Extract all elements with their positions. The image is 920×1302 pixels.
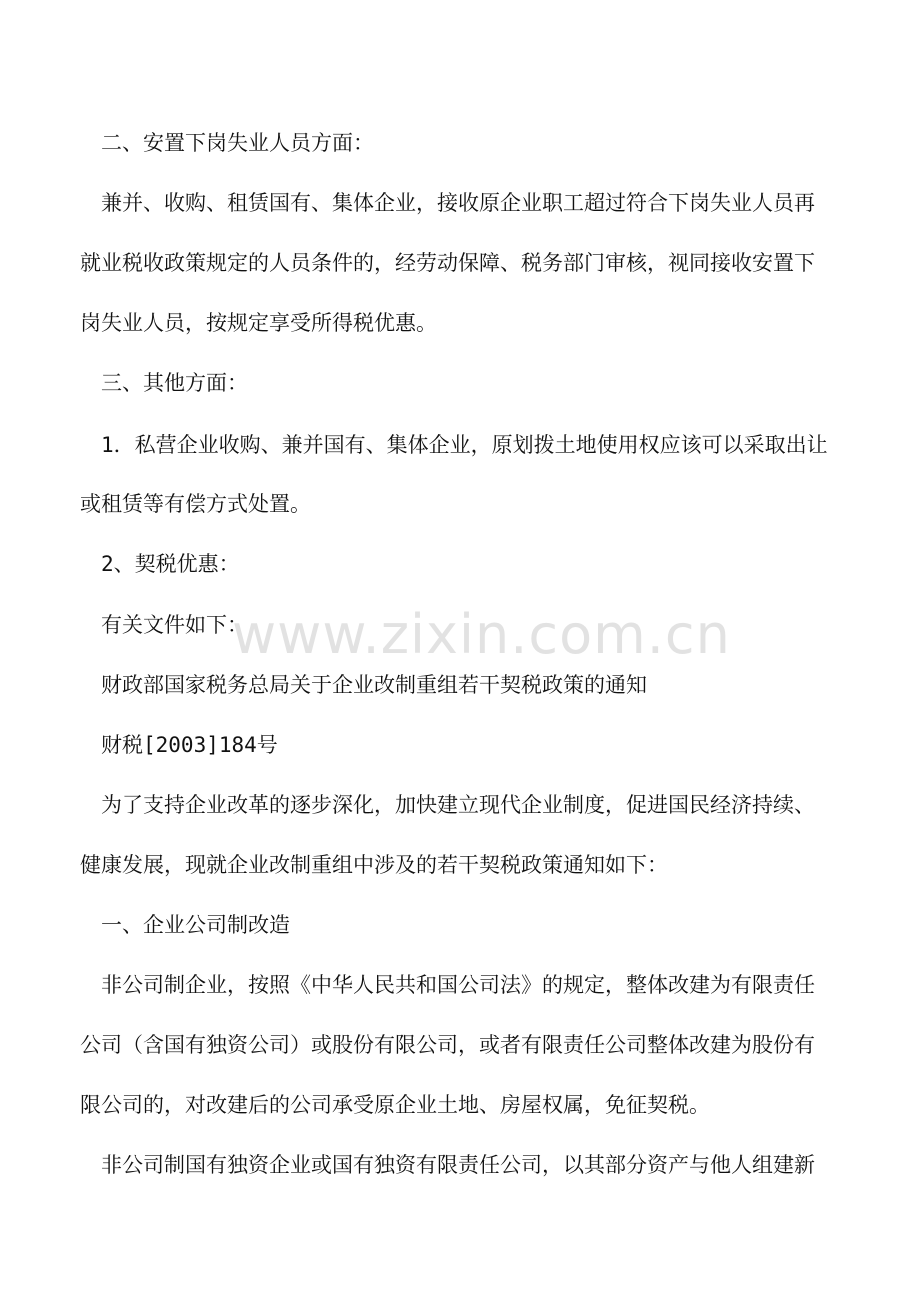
- paragraph-line: 或租赁等有偿方式处置。: [80, 492, 311, 516]
- paragraph-line: 有关文件如下：: [101, 613, 248, 637]
- paragraph-line: 非公司制国有独资企业或国有独资有限责任公司，以其部分资产与他人组建新: [101, 1153, 815, 1177]
- document-number: 财税[2003]184号: [101, 733, 278, 757]
- paragraph-line: 限公司的，对改建后的公司承受原企业土地、房屋权属，免征契税。: [80, 1093, 710, 1117]
- section-heading-1: 一、企业公司制改造: [101, 913, 290, 937]
- subheading: 2、契税优惠：: [101, 552, 240, 576]
- paragraph-line: 兼并、收购、租赁国有、集体企业，接收原企业职工超过符合下岗失业人员再: [101, 191, 815, 215]
- paragraph-line: 公司（含国有独资公司）或股份有限公司，或者有限责任公司整体改建为股份有: [80, 1033, 815, 1057]
- paragraph-line: 为了支持企业改革的逐步深化，加快建立现代企业制度，促进国民经济持续、: [101, 793, 815, 817]
- paragraph-line: 非公司制企业，按照《中华人民共和国公司法》的规定，整体改建为有限责任: [101, 973, 815, 997]
- paragraph-line: 就业税收政策规定的人员条件的，经劳动保障、税务部门审核，视同接收安置下: [80, 251, 815, 275]
- paragraph-line: 1．私营企业收购、兼并国有、集体企业，原划拨土地使用权应该可以采取出让: [101, 433, 828, 457]
- watermark: www.zixin.com.cn: [232, 603, 731, 666]
- notice-title: 财政部国家税务总局关于企业改制重组若干契税政策的通知: [101, 673, 647, 697]
- paragraph-line: 岗失业人员，按规定享受所得税优惠。: [80, 311, 437, 335]
- section-heading-2: 二、安置下岗失业人员方面：: [101, 131, 374, 155]
- section-heading-3: 三、其他方面：: [101, 371, 248, 395]
- paragraph-line: 健康发展，现就企业改制重组中涉及的若干契税政策通知如下：: [80, 853, 668, 877]
